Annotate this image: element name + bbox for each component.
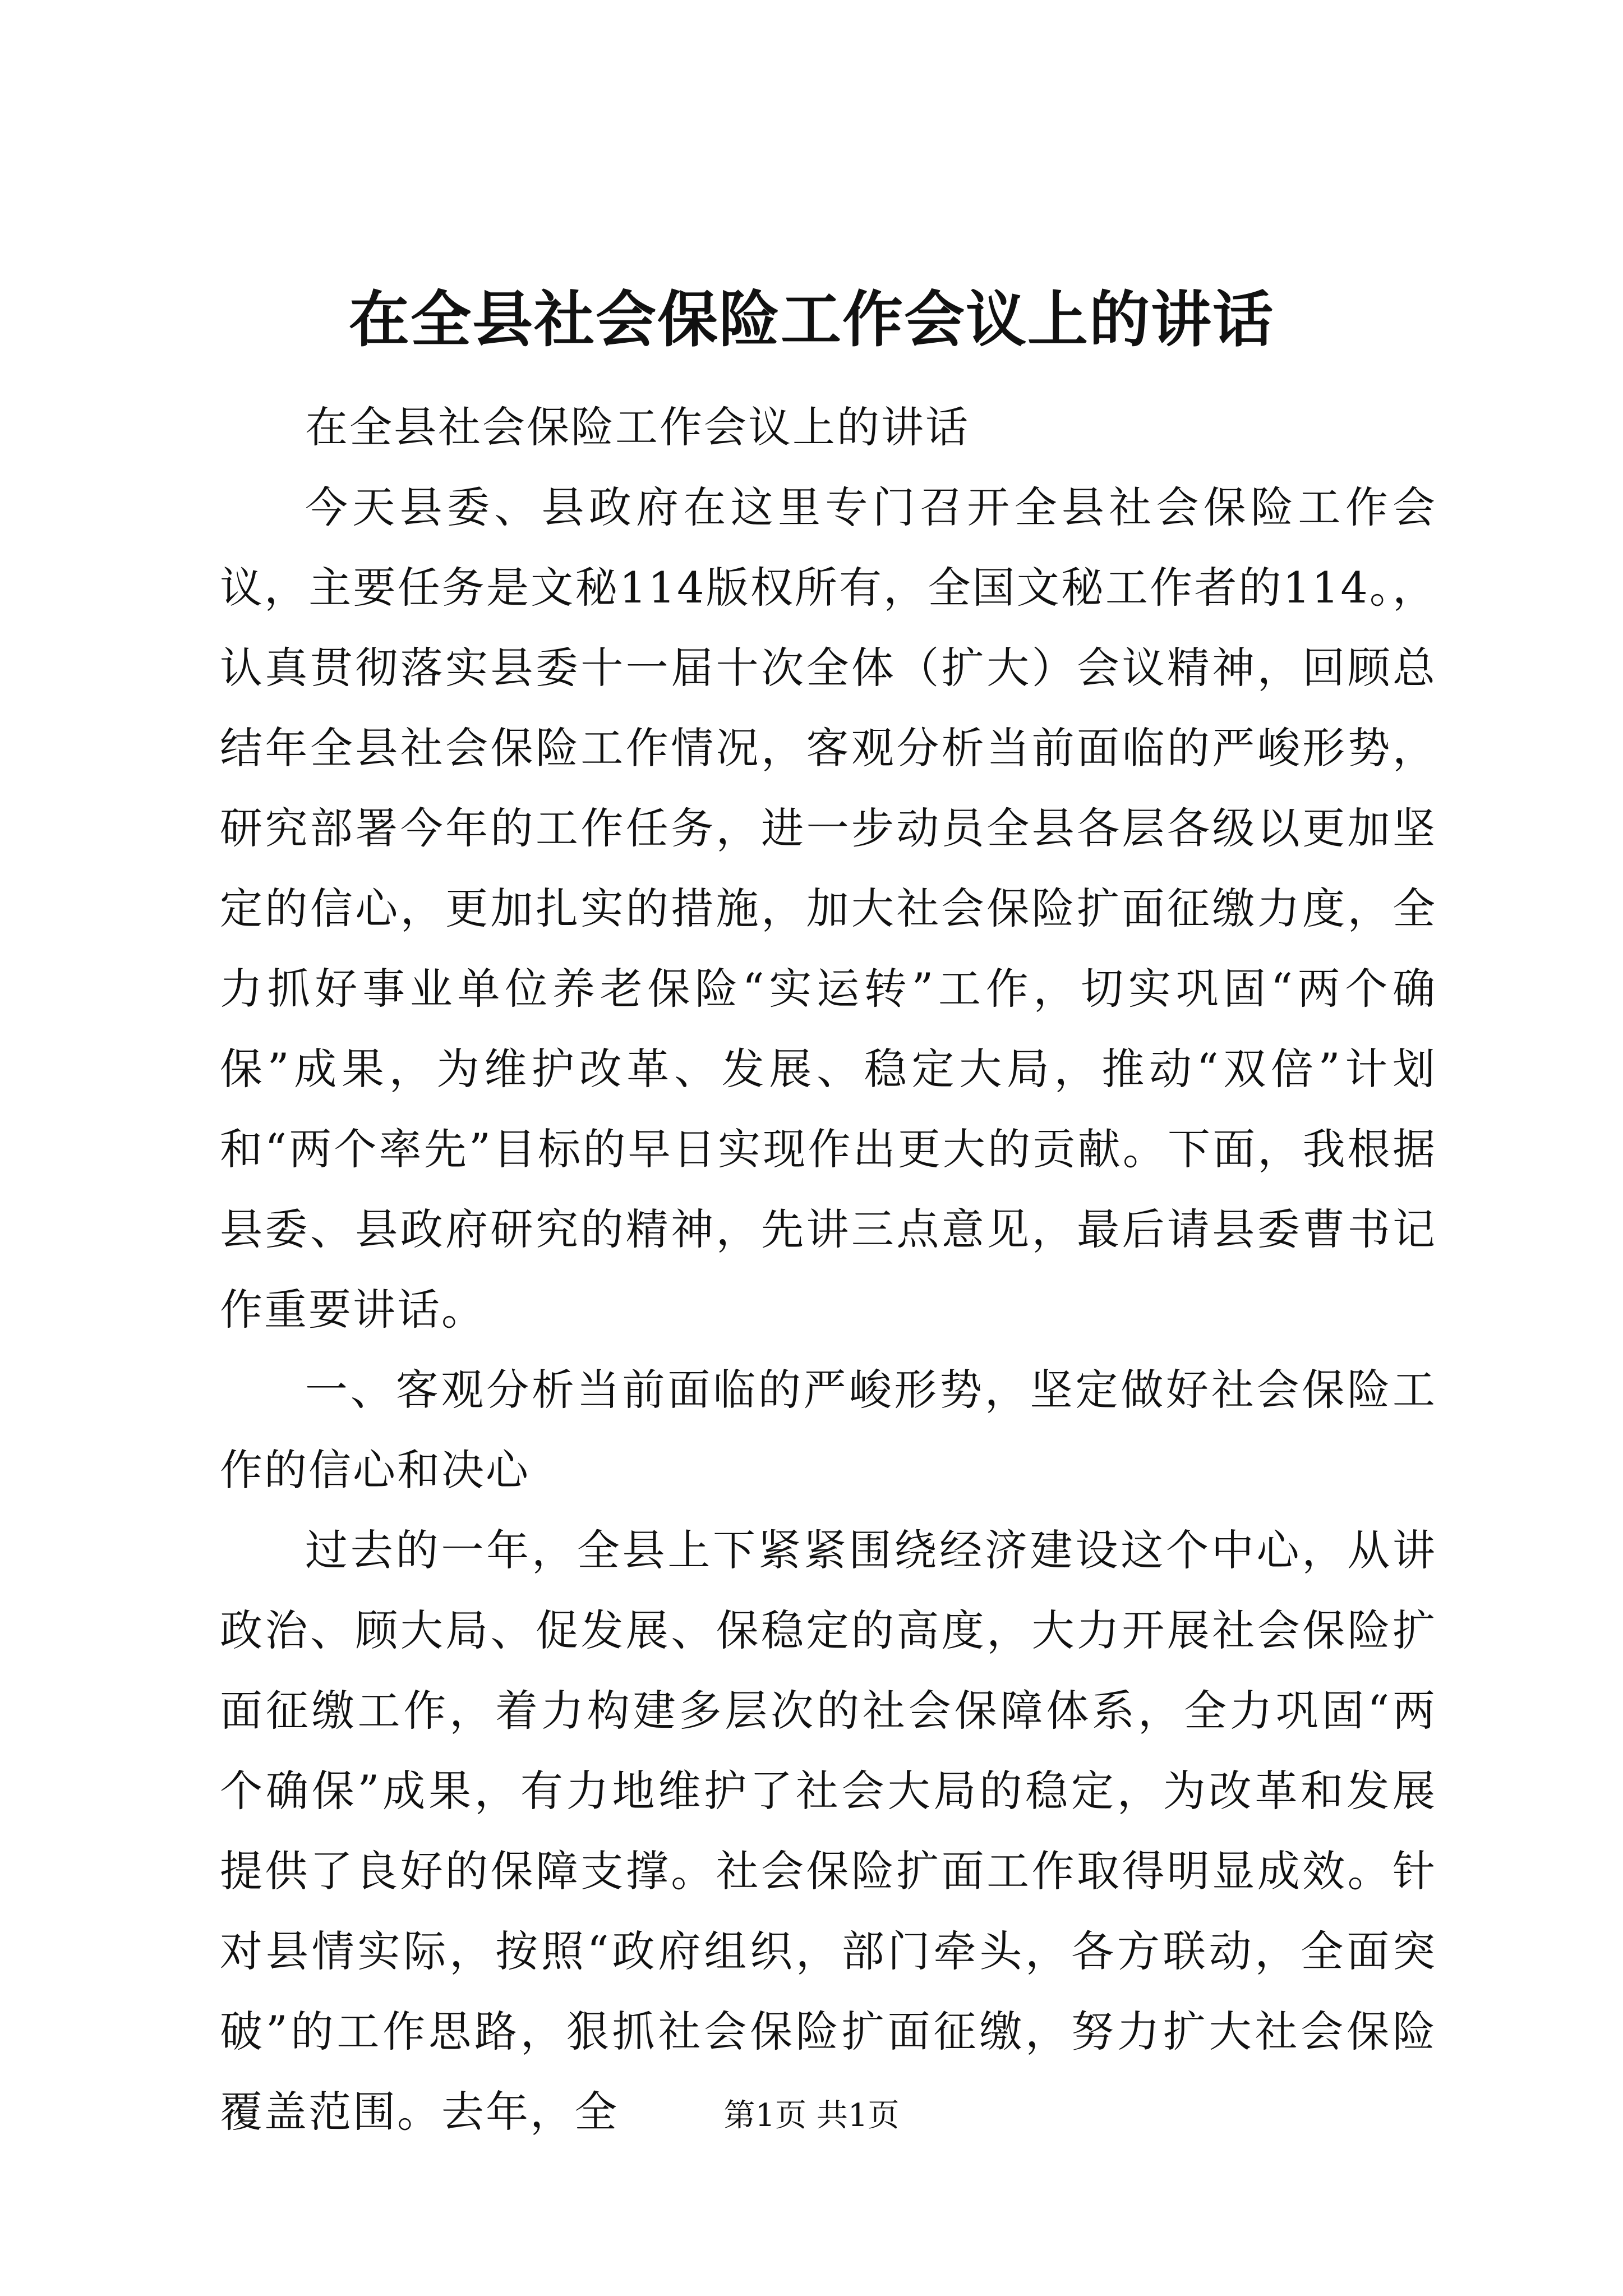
document-body xyxy=(220,387,1437,2152)
body-paragraph: 过去的一年，全县上下紧紧围绕经济建设这个中心，从讲政治、顾大局、促发展、保稳定的高度，大力开展社会保险扩面征缴工作，着力构建多层次的社会保障体系，全力巩固“两个确保”成果，有力地维护了社会大局的稳定，为改革和发展提供了良好的保障支撑。社会保险扩面工作取得明显成效。针对县情实际，按照“政府组织，部门牵头，各方联动，全面突破”的工作思路，狠抓社会保险扩面征缴，努力扩大社会保险覆盖范围。去年，全 xyxy=(220,1525,1437,2137)
intro-paragraph: 今天县委、县政府在这里专门召开全县社会保险工作会议，主要任务是文秘114版权所有，全国文秘工作者的114。，认真贯彻落实县委十一届十次全体（扩大）会议精神，回顾总结年全县社会保险工作情况，客观分析当前面临的严峻形势，研究部署今年的工作任务，进一步动员全县各层各级以更加坚定的信心，更加扎实的措施，加大社会保险扩面征缴力度，全力抓好事业单位养老保险“实运转”工作，切实巩固“两个确保”成果，为维护改革、发展、稳定大局，推动“双倍”计划和“两个率先”目标的早日实现作出更大的贡献。下面，我根据县委、县政府研究的精神，先讲三点意见，最后请县委曹书记作重要讲话。 xyxy=(220,482,1437,1335)
subtitle-paragraph: 在全县社会保险工作会议上的讲话 xyxy=(305,402,970,452)
section-heading-1: 一、客观分析当前面临的严峻形势，坚定做好社会保险工作的信心和决心 xyxy=(220,1365,1437,1495)
document-title: 在全县社会保险工作会议上的讲话 xyxy=(348,284,1274,355)
page-footer: 第1页 共1页 xyxy=(723,2097,900,2134)
